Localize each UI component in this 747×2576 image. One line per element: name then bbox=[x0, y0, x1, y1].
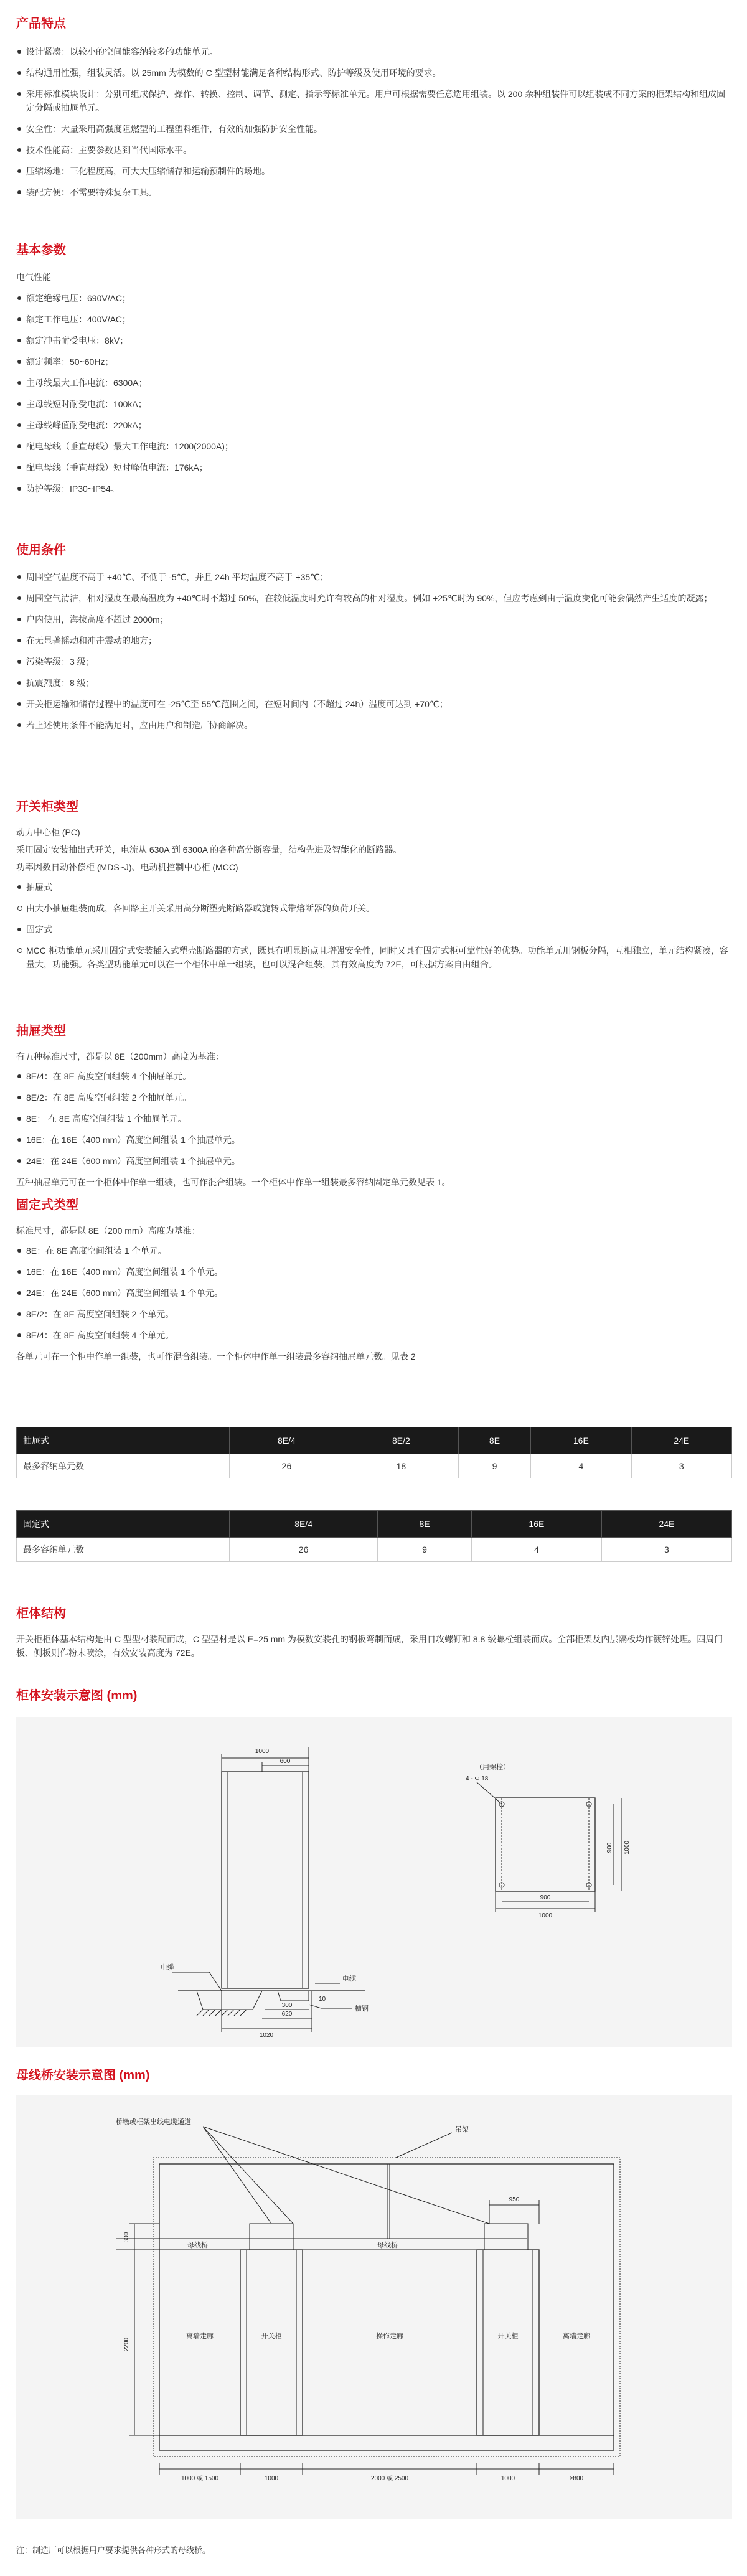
list-item: 主母线最大工作电流：6300A； bbox=[16, 376, 732, 390]
channel-steel-label: 槽钢 bbox=[355, 2005, 369, 2013]
table-header-row bbox=[17, 1427, 732, 1454]
table-cell: 18 bbox=[344, 1454, 458, 1478]
section-structure bbox=[16, 1606, 732, 1666]
cabinet-install-diagram bbox=[16, 1717, 732, 2047]
bolt-label: （用螺栓） bbox=[476, 1764, 510, 1771]
list-item: 主母线短时耐受电流：100kA； bbox=[16, 397, 732, 411]
list-item: 8E：在 8E 高度空间组装 1 个单元。 bbox=[16, 1244, 732, 1257]
list-item: 在无显著摇动和冲击震动的地方； bbox=[16, 634, 732, 647]
features-list bbox=[16, 45, 732, 199]
list-item: 8E/2：在 8E 高度空间组装 2 个抽屉单元。 bbox=[16, 1091, 732, 1104]
dim-label: 1000 bbox=[500, 2475, 515, 2482]
list-item: 安全性：大量采用高强度阻燃型的工程塑料组件，有效的加强防护安全性能。 bbox=[16, 122, 732, 136]
table-cell: 最多容纳单元数 bbox=[17, 1454, 230, 1478]
table-fixed bbox=[16, 1510, 732, 1562]
table-cell: 3 bbox=[601, 1538, 731, 1562]
dim-label: 620 bbox=[281, 2011, 293, 2018]
corridor-label: 操作走廊 bbox=[376, 2333, 403, 2340]
section-title: 抽屉类型 bbox=[16, 1024, 66, 1038]
list-item: 额定频率：50~60Hz； bbox=[16, 355, 732, 369]
bridge-channel-label: 桥墩或框架出线电缆通道 bbox=[116, 2118, 191, 2126]
list-item: 抗震烈度：8 级； bbox=[16, 676, 732, 690]
section-title: 基本参数 bbox=[16, 243, 66, 257]
section-features bbox=[16, 16, 732, 207]
list-item: 额定绝缘电压：690V/AC； bbox=[16, 291, 732, 305]
list-item: 防护等级：IP30~IP54。 bbox=[16, 482, 732, 496]
switchgear-label: 开关柜 bbox=[497, 2333, 519, 2340]
dim-label: 300 bbox=[123, 2232, 130, 2243]
table-drawer bbox=[16, 1427, 732, 1478]
busbar-label: 母线桥 bbox=[377, 2242, 398, 2249]
list-item: 24E：在 24E（600 mm）高度空间组装 1 个抽屉单元。 bbox=[16, 1154, 732, 1168]
table-header: 8E bbox=[458, 1427, 530, 1454]
list-item: 结构通用性强，组装灵活。以 25mm 为模数的 C 型型材能满足各种结构形式、防护等级及使用环境的要求。 bbox=[16, 66, 732, 80]
busbar-label: 母线桥 bbox=[187, 2242, 208, 2249]
outro-text: 五种抽屉单元可在一个柜体中作单一组装，也可作混合组装。一个柜体中作单一组装最多容纳固定单元数见表 1。 bbox=[16, 1177, 451, 1187]
busbar-bridge-svg bbox=[16, 2095, 732, 2519]
dim-label: 1000 bbox=[538, 1912, 553, 1919]
dim-label: 10 bbox=[319, 1996, 326, 2003]
table-row bbox=[17, 1454, 732, 1478]
section-conditions bbox=[16, 543, 732, 740]
list-item: 固定式 bbox=[16, 923, 732, 936]
dim-label: 1000 bbox=[264, 2475, 279, 2482]
note-text: 注：制造厂可以根据用户要求提供各种形式的母线桥。 bbox=[16, 2545, 211, 2555]
dim-label: 1020 bbox=[259, 2032, 274, 2039]
dim-label: 2000 或 2500 bbox=[370, 2475, 409, 2482]
list-item: 技术性能高：主要参数达到当代国际水平。 bbox=[16, 143, 732, 157]
dim-label: 600 bbox=[280, 1758, 291, 1765]
cable-label: 电缆 bbox=[161, 1964, 174, 1972]
list-item: 额定冲击耐受电压：8kV； bbox=[16, 334, 732, 347]
list-item: 抽屉式 bbox=[16, 880, 732, 894]
structure-text: 开关柜柜体基本结构是由 C 型型材装配而成，C 型型材是以 E=25 mm 为模数安装孔的钢板弯制而成，采用自攻螺钉和 8.8 级螺栓组装而成。全部柜架及内层隔板均作镀锌处理。四周门板、侧板则作粉末喷涂，有效安装高度为 72E。 bbox=[16, 1634, 723, 1658]
dim-label: 1000 bbox=[624, 1840, 631, 1855]
list-item: 压缩场地：三化程度高，可大大压缩储存和运输预制件的场地。 bbox=[16, 164, 732, 178]
table-header: 16E bbox=[531, 1427, 631, 1454]
dim-label: 2200 bbox=[123, 2337, 130, 2352]
list-item: 装配方便：不需要特殊复杂工具。 bbox=[16, 186, 732, 199]
dim-label: 1000 或 1500 bbox=[181, 2475, 219, 2482]
list-item: 设计紧凑：以较小的空间能容纳较多的功能单元。 bbox=[16, 45, 732, 59]
table-header: 24E bbox=[631, 1427, 731, 1454]
section-title: 产品特点 bbox=[16, 17, 66, 31]
section-subtitle: 电气性能 bbox=[16, 272, 51, 282]
table-header: 16E bbox=[471, 1511, 601, 1538]
diagram2-heading bbox=[16, 2068, 732, 2083]
list-item: 8E/2：在 8E 高度空间组装 2 个单元。 bbox=[16, 1307, 732, 1321]
section-title: 使用条件 bbox=[16, 543, 66, 557]
table-cell: 26 bbox=[230, 1538, 378, 1562]
table-header: 8E/4 bbox=[230, 1427, 344, 1454]
table-header: 8E bbox=[378, 1511, 472, 1538]
text-line: 动力中心柜 (PC) bbox=[16, 827, 80, 837]
dim-label: 1000 bbox=[255, 1748, 270, 1755]
table-header: 8E/4 bbox=[230, 1511, 378, 1538]
list-item: MCC 柜功能单元采用固定式安装插入式塑壳断路器的方式，既具有明显断点且增强安全性，同时又具有固定式柜可靠性好的优势。功能单元用钢板分隔，互相独立，单元结构紧凑，容量大，功能强。各类型功能单元可以在一个柜体中单一组装，也可以混合组装，其有效高度为 72E，可根据方案自由组合。 bbox=[16, 944, 732, 971]
fixed-types-list bbox=[16, 1244, 732, 1342]
cabinet-install-svg bbox=[16, 1717, 732, 2047]
list-item: 开关柜运输和储存过程中的温度可在 -25℃至 55℃范围之间，在短时间内（不超过 24h）温度可达到 +70℃； bbox=[16, 697, 732, 711]
text-line: 采用固定安装抽出式开关，电流从 630A 到 6300A 的各种高分断容量，结构先进及智能化的断路器。 bbox=[16, 845, 402, 855]
table-cell: 26 bbox=[230, 1454, 344, 1478]
section-title: 固定式类型 bbox=[16, 1198, 78, 1212]
hole-label: 4 - Φ 18 bbox=[466, 1775, 489, 1782]
cabinet-types-list bbox=[16, 880, 732, 971]
text-line: 功率因数自动补偿柜 (MDS~J)、电动机控制中心柜 (MCC) bbox=[16, 862, 238, 872]
list-item: 周围空气清洁，相对湿度在最高温度为 +40℃时不超过 50%，在较低温度时允许有较高的相对湿度。例如 +25℃时为 90%，但应考虑到由于温度变化可能会偶然产生适度的凝露； bbox=[16, 591, 732, 605]
section-title: 柜体安装示意图 (mm) bbox=[16, 1689, 138, 1703]
table-cell: 4 bbox=[471, 1538, 601, 1562]
list-item: 8E： 在 8E 高度空间组装 1 个抽屉单元。 bbox=[16, 1112, 732, 1126]
table-header: 8E/2 bbox=[344, 1427, 458, 1454]
list-item: 采用标准模块设计：分别可组成保护、操作、转换、控制、调节、测定、指示等标准单元。用户可根据需要任意选用组装。以 200 余种组装件可以组装成不同方案的柜架结构和组成固定分隔或抽屉单元。 bbox=[16, 87, 732, 115]
section-title: 母线桥安装示意图 (mm) bbox=[16, 2069, 150, 2082]
list-item: 24E：在 24E（600 mm）高度空间组装 1 个单元。 bbox=[16, 1286, 732, 1300]
section-cabinet-types bbox=[16, 799, 732, 979]
dim-label: 900 bbox=[540, 1894, 551, 1901]
table-row bbox=[17, 1538, 732, 1562]
dim-label: 900 bbox=[606, 1842, 613, 1853]
corridor-label: 离墙走廊 bbox=[186, 2333, 214, 2340]
list-item: 配电母线（垂直母线）最大工作电流：1200(2000A)； bbox=[16, 440, 732, 453]
table-cell: 4 bbox=[531, 1454, 631, 1478]
corridor-label: 离墙走廊 bbox=[563, 2333, 590, 2340]
list-item: 若上述使用条件不能满足时，应由用户和制造厂协商解决。 bbox=[16, 718, 732, 732]
table-cell: 3 bbox=[631, 1454, 731, 1478]
table-cell: 9 bbox=[458, 1454, 530, 1478]
list-item: 16E：在 16E（400 mm）高度空间组装 1 个单元。 bbox=[16, 1265, 732, 1279]
table-header: 固定式 bbox=[17, 1511, 230, 1538]
conditions-list bbox=[16, 570, 732, 732]
dim-label: 950 bbox=[509, 2196, 520, 2203]
intro-text: 有五种标准尺寸，都是以 8E（200mm）高度为基准： bbox=[16, 1051, 224, 1061]
section-drawer-types bbox=[16, 1023, 732, 1195]
table-header-row bbox=[17, 1511, 732, 1538]
table-header: 24E bbox=[601, 1511, 731, 1538]
list-item: 户内使用，海拔高度不超过 2000m； bbox=[16, 613, 732, 626]
section-params bbox=[16, 243, 732, 503]
outro-text: 各单元可在一个柜中作单一组装，也可作混合组装。一个柜体中作单一组装最多容纳抽屉单元数。见表 2 bbox=[16, 1351, 416, 1361]
list-item: 8E/4：在 8E 高度空间组装 4 个单元。 bbox=[16, 1328, 732, 1342]
table-cell: 9 bbox=[378, 1538, 472, 1562]
footnote bbox=[16, 2544, 732, 2564]
list-item: 配电母线（垂直母线）短时峰值电流：176kA； bbox=[16, 461, 732, 474]
section-fixed-types bbox=[16, 1198, 732, 1370]
diagram1-heading bbox=[16, 1688, 732, 1703]
list-item: 8E/4：在 8E 高度空间组装 4 个抽屉单元。 bbox=[16, 1069, 732, 1083]
section-title: 柜体结构 bbox=[16, 1607, 66, 1620]
table-header: 抽屉式 bbox=[17, 1427, 230, 1454]
hanger-label: 吊架 bbox=[455, 2126, 469, 2133]
cable-label: 电缆 bbox=[342, 1975, 356, 1983]
busbar-bridge-diagram bbox=[16, 2095, 732, 2519]
intro-text: 标准尺寸，都是以 8E（200 mm）高度为基准： bbox=[16, 1226, 200, 1236]
list-item: 主母线峰值耐受电流：220kA； bbox=[16, 418, 732, 432]
params-list bbox=[16, 291, 732, 496]
dim-label: ≥800 bbox=[569, 2475, 584, 2482]
list-item: 由大小抽屉组装而成，各回路主开关采用高分断塑壳断路器或旋转式带熔断器的负荷开关。 bbox=[16, 901, 732, 915]
switchgear-label: 开关柜 bbox=[261, 2333, 282, 2340]
dim-label: 300 bbox=[281, 2002, 293, 2009]
list-item: 周围空气温度不高于 +40℃、不低于 -5℃，并且 24h 平均温度不高于 +35℃； bbox=[16, 570, 732, 584]
list-item: 16E：在 16E（400 mm）高度空间组装 1 个抽屉单元。 bbox=[16, 1133, 732, 1147]
table-cell: 最多容纳单元数 bbox=[17, 1538, 230, 1562]
list-item: 额定工作电压：400V/AC； bbox=[16, 313, 732, 326]
list-item: 污染等级：3 级； bbox=[16, 655, 732, 669]
drawer-types-list bbox=[16, 1069, 732, 1168]
section-title: 开关柜类型 bbox=[16, 800, 78, 814]
